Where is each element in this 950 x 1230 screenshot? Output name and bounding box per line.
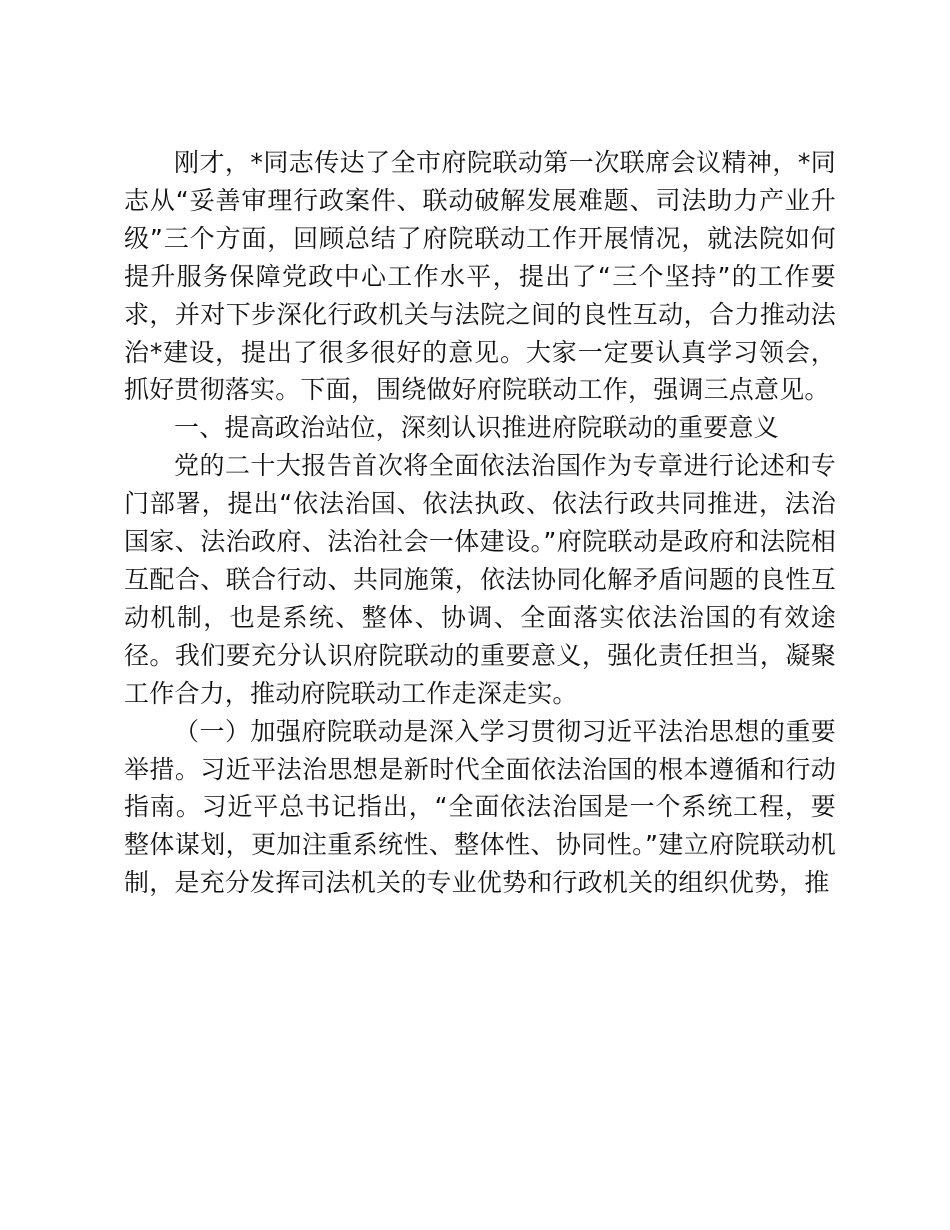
document-body [124,144,836,902]
paragraph-subsection-1: （一）加强府院联动是深入学习贯彻习近平法治思想的重要举措。习近平法治思想是新时代全面依法治国的根本遵循和行动指南。习近平总书记指出，“全面依法治国是一个系统工程，要整体谋划，更加注重系统性、整体性、协同性。”建立府院联动机制，是充分发挥司法机关的专业优势和行政机关的组织优势，推 [124,716,836,898]
paragraph-intro: 刚才，*同志传达了全市府院联动第一次联席会议精神，*同志从“妥善审理行政案件、联动破解发展难题、司法助力产业升级”三个方面，回顾总结了府院联动工作开展情况，就法院如何提升服务保障党政中心工作水平，提出了“三个坚持”的工作要求，并对下步深化行政机关与法院之间的良性互动，合力推动法治*建设，提出了很多很好的意见。大家一定要认真学习领会，抓好贯彻落实。下面，围绕做好府院联动工作，强调三点意见。 [124,148,836,405]
section-heading-1: 一、提高政治站位，深刻认识推进府院联动的重要意义 [174,413,779,443]
paragraph-section-1: 党的二十大报告首次将全面依法治国作为专章进行论述和专门部署，提出“依法治国、依法执政、依法行政共同推进，法治国家、法治政府、法治社会一体建设。”府院联动是政府和法院相互配合、联合行动、共同施策，依法协同化解矛盾问题的良性互动机制，也是系统、整体、协调、全面落实依法治国的有效途径。我们要充分认识府院联动的重要意义，强化责任担当，凝聚工作合力，推动府院联动工作走深走实。 [124,451,836,708]
